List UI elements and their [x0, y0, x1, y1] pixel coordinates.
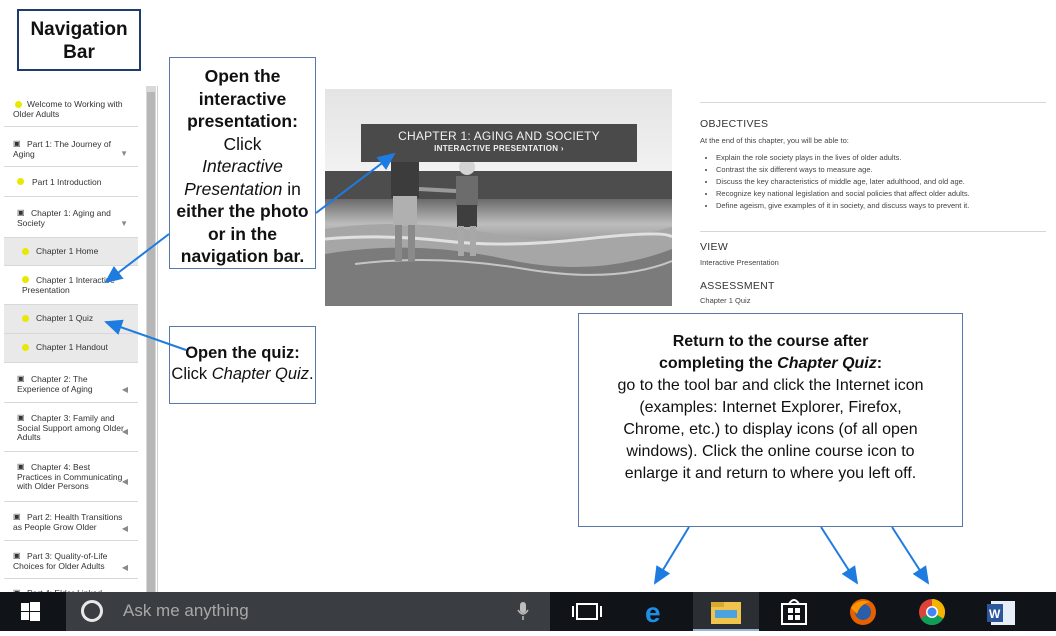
sidebar-item-label: Chapter 1 Quiz	[36, 313, 94, 323]
callout-text: Click	[171, 365, 212, 383]
callout-open-quiz	[169, 326, 316, 404]
callout-text: either the photo	[176, 201, 309, 221]
objective-item: • Contrast the six different ways to measure age.	[716, 164, 1056, 176]
objective-item: • Recognize key national legislation and social policies that affect older adults.	[716, 188, 1056, 200]
callout-emphasis: Interactive	[202, 156, 283, 176]
store-icon	[762, 592, 828, 631]
svg-text:e: e	[645, 597, 661, 628]
microphone-icon[interactable]	[517, 601, 529, 621]
callout-text: navigation bar.	[180, 246, 305, 266]
sidebar-item-chapter1-quiz[interactable]	[4, 305, 138, 334]
status-dot-icon	[22, 344, 29, 351]
callout-emphasis: Presentation	[184, 178, 283, 199]
callout-text: Chrome, etc.) to display icons (of all open	[623, 421, 918, 438]
view-interactive-presentation-link[interactable]: Interactive Presentation	[700, 258, 779, 267]
view-heading: VIEW	[700, 241, 729, 253]
callout-text	[579, 353, 962, 375]
sidebar-item-label: Chapter 3: Family and Social Support among Older Adults	[17, 413, 124, 442]
edge-icon	[623, 592, 689, 631]
objectives-intro: At the end of this chapter, you will be able to:	[700, 136, 849, 145]
chevron-left-icon[interactable]: ◀	[121, 427, 128, 436]
callout-emphasis: Chapter Quiz	[211, 365, 309, 383]
navigation-bar-label	[17, 9, 141, 71]
sidebar-item-chapter2[interactable]	[4, 363, 138, 403]
task-view-icon	[554, 592, 620, 631]
sidebar-item-part1-introduction[interactable]	[4, 167, 138, 197]
callout-text	[170, 364, 315, 385]
divider	[700, 102, 1046, 103]
callout-return-to-course	[578, 313, 963, 527]
objectives-heading: OBJECTIVES	[700, 118, 769, 130]
book-icon: ▣	[13, 512, 21, 521]
arrow-to-firefox	[821, 527, 857, 583]
callout-text: :	[876, 355, 883, 372]
objective-item: • Define ageism, give examples of it in society, and discuss ways to prevent it.	[716, 200, 1056, 212]
callout-text: go to the tool bar and click the Internet icon	[617, 377, 924, 394]
interactive-presentation-banner[interactable]	[361, 124, 637, 162]
callout-text: enlarge it and return to where you left off.	[624, 465, 917, 482]
status-dot-icon	[17, 178, 24, 185]
sidebar-item-label: Chapter 2: The Experience of Aging	[17, 374, 93, 394]
arrow-to-edge	[655, 527, 689, 583]
sidebar-item-label: Chapter 1: Aging and Society	[17, 208, 111, 228]
sidebar-item-label: Part 1 Introduction	[32, 177, 102, 187]
chevron-left-icon[interactable]: ◀	[121, 385, 128, 394]
callout-text: completing the	[658, 355, 778, 372]
banner-title: CHAPTER 1: AGING AND SOCIETY	[398, 129, 600, 143]
firefox-icon	[830, 592, 896, 631]
taskbar-app-file-explorer[interactable]	[693, 592, 759, 631]
callout-text	[170, 155, 315, 178]
task-view-button[interactable]	[554, 592, 620, 631]
book-icon: ▣	[17, 413, 25, 422]
callout-text: Return to the course after	[672, 333, 869, 350]
navigation-bar-label-line1: Navigation	[30, 19, 128, 40]
sidebar-item-chapter1-interactive-presentation[interactable]	[4, 266, 138, 305]
divider	[700, 231, 1046, 232]
navigation-bar-label-line2: Bar	[63, 42, 95, 63]
sidebar-item-label: Chapter 4: Best Practices in Communicating with Older Persons	[17, 462, 123, 491]
chrome-icon	[899, 592, 965, 631]
sidebar-item-part1[interactable]	[4, 127, 138, 167]
sidebar-item-welcome[interactable]	[4, 89, 138, 127]
taskbar-app-edge[interactable]	[623, 592, 689, 631]
chevron-left-icon[interactable]: ◀	[121, 524, 128, 533]
taskbar-app-store[interactable]	[762, 592, 828, 631]
taskbar-app-firefox[interactable]	[830, 592, 896, 631]
sidebar-item-label: Chapter 1 Home	[36, 246, 99, 256]
sidebar-nav-list	[4, 89, 138, 599]
beach-couple-photo	[325, 89, 672, 306]
cortana-icon	[81, 600, 103, 622]
chapter-photo[interactable]	[325, 89, 672, 306]
objective-item: • Discuss the key characteristics of middle age, later adulthood, and old age.	[716, 176, 1056, 188]
word-icon	[969, 592, 1035, 631]
callout-text: or in the	[207, 223, 278, 244]
taskbar-app-word[interactable]	[969, 592, 1035, 631]
callout-emphasis: Chapter Quiz	[777, 355, 877, 372]
sidebar-item-label: Welcome to Working with Older Adults	[13, 99, 123, 119]
callout-text: Open the quiz:	[185, 344, 300, 362]
sidebar-item-label: Part 3: Quality-of-Life Choices for Older Adults	[13, 551, 108, 571]
sidebar-item-label: Part 2: Health Transitions as People Grow Older	[13, 512, 123, 532]
banner-subtitle-link[interactable]: INTERACTIVE PRESENTATION ›	[434, 144, 564, 153]
assessment-heading: ASSESSMENT	[700, 280, 775, 292]
search-placeholder: Ask me anything	[123, 601, 249, 620]
book-icon: ▣	[13, 551, 21, 560]
sidebar-item-label: Chapter 1 Interactive Presentation	[22, 275, 115, 295]
book-icon: ▣	[17, 208, 25, 217]
callout-text: Open the	[204, 66, 281, 86]
status-dot-icon	[22, 315, 29, 322]
assessment-chapter-quiz-link[interactable]: Chapter 1 Quiz	[700, 296, 751, 305]
callout-text: (examples: Internet Explorer, Firefox,	[639, 399, 902, 416]
sidebar-item-chapter1-handout[interactable]	[4, 334, 138, 363]
objective-item: • Explain the role society plays in the lives of older adults.	[716, 152, 1056, 164]
cortana-search-box[interactable]	[66, 592, 550, 631]
arrow-to-chrome	[892, 527, 928, 583]
start-button[interactable]	[0, 592, 66, 631]
sidebar-item-part3[interactable]	[4, 541, 138, 579]
book-icon: ▣	[17, 374, 25, 383]
sidebar-item-label: Part 1: The Journey of Aging	[13, 139, 111, 159]
chevron-left-icon[interactable]: ◀	[121, 477, 128, 486]
callout-text: windows). Click the online course icon to	[626, 443, 915, 460]
status-dot-icon	[22, 248, 29, 255]
chevron-down-icon[interactable]: ▼	[120, 219, 128, 228]
chevron-left-icon[interactable]: ◀	[121, 563, 128, 572]
sidebar-scrollbar-thumb[interactable]	[147, 92, 155, 592]
file-explorer-icon	[693, 592, 759, 631]
callout-text: presentation:	[187, 111, 298, 131]
objectives-list	[704, 152, 1056, 212]
callout-open-presentation	[169, 57, 316, 269]
book-icon: ▣	[13, 139, 21, 148]
sidebar-item-label: Chapter 1 Handout	[36, 342, 108, 352]
chevron-down-icon[interactable]: ▼	[120, 149, 128, 158]
taskbar-app-chrome[interactable]	[899, 592, 965, 631]
sidebar-item-chapter1-home[interactable]	[4, 238, 138, 266]
callout-text: in	[282, 178, 301, 199]
callout-text: Click	[223, 133, 262, 154]
callout-text: .	[308, 365, 314, 383]
windows-logo-icon	[0, 592, 66, 631]
svg-text:W: W	[989, 607, 1001, 621]
sidebar-item-part2[interactable]	[4, 502, 138, 541]
sidebar-item-chapter1[interactable]	[4, 197, 138, 238]
sidebar-item-chapter4[interactable]	[4, 452, 138, 502]
callout-text: interactive	[198, 88, 287, 109]
sidebar-item-chapter3[interactable]	[4, 403, 138, 452]
book-icon: ▣	[17, 462, 25, 471]
callout-text	[170, 178, 315, 201]
